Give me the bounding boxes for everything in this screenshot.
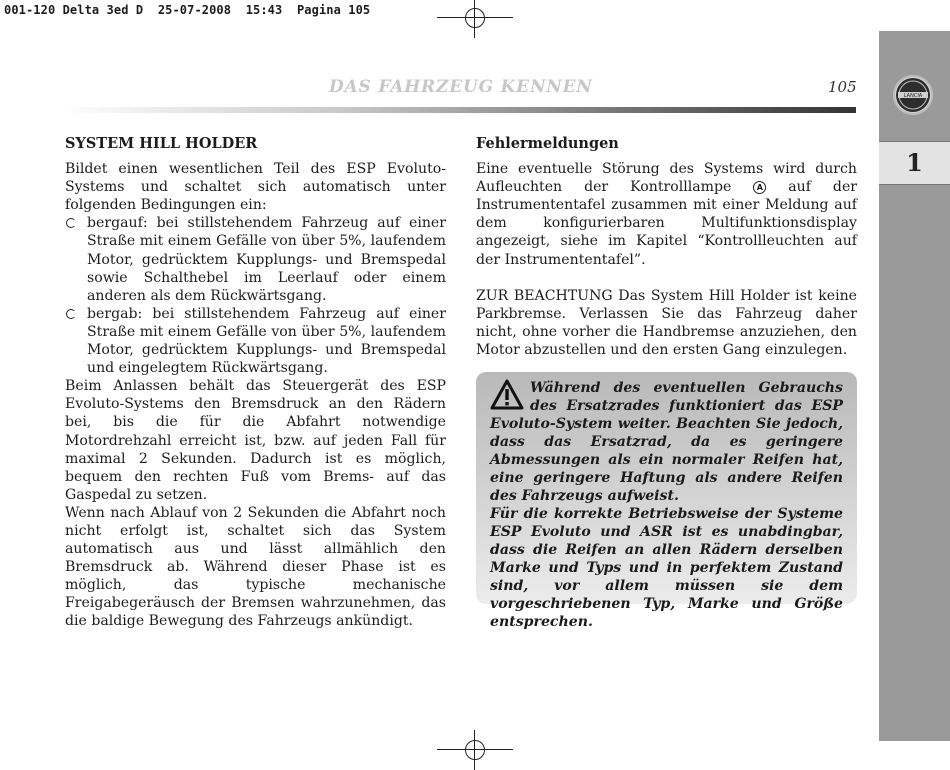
section-heading: Fehlermeldungen — [476, 135, 619, 152]
chapter-tab[interactable] — [879, 141, 950, 185]
warning-paragraph-1: Während des eventuellen Gebrauchs des Ersatzrades funktioniert das ESP Evoluto-System weiter. Beachten Sie jedoch, dass das Ersatzrad, da es geringere Abmessungen als ein normaler Reifen hat, eine geringere Haftung als andere Reifen des Fahrzeugs aufweist. — [490, 380, 843, 504]
header-rule — [60, 107, 856, 113]
list-item: bergauf: bei stillstehendem Fahrzeug auf einer Straße mit einem Gefälle von über 5%, laufendem Motor, gedrücktem Kupplungs- und Bremspedal sowie Schalthebel im Leerlauf oder einem anderen als dem Rückwärtsgang. — [65, 214, 446, 304]
intro-paragraph: Bildet einen wesentlichen Teil des ESP Evoluto-Systems und schaltet sich automatisch unter folgenden Bedingungen ein: — [65, 161, 446, 214]
lancia-logo — [893, 75, 933, 115]
right-column — [476, 135, 857, 359]
start-paragraph: Beim Anlassen behält das Steuergerät des ESP Evoluto-Systems den Bremsdruck an den Rädern bei, bis die für die Abfahrt notwendige Motordrehzahl erreicht ist, bzw. auf jeden Fall für maximal 2 Sekunden. Dadurch ist es möglich, bequem den rechten Fuß vom Brems- auf das Gaspedal zu setzen. — [65, 378, 446, 503]
warning-text — [490, 379, 843, 631]
error-paragraph: Eine eventuelle Störung des Systems wird durch Aufleuchten der Kontrolllampe A auf der Instrumententafel zusammen mit einer Meldung auf dem konfigurierbaren Multifunktionsdisplay angezeigt, siehe im Kapitel “Kontrollleuchten auf der Instrumententafel”. — [476, 161, 858, 268]
warning-triangle-icon — [490, 379, 530, 413]
print-header: 001-120 Delta 3ed D 25-07-2008 15:43 Pagina 105 — [4, 3, 371, 17]
left-column — [65, 135, 446, 631]
running-title: DAS FAHRZEUG KENNEN — [329, 77, 593, 97]
condition-list — [65, 214, 446, 377]
release-paragraph: Wenn nach Ablauf von 2 Sekunden die Abfahrt noch nicht erfolgt ist, schaltet sich das System automatisch aus und lässt allmählich den Bremsdruck ab. Während dieser Phase ist es möglich, das typische mechanische Freigabegeräusch der Bremsen wahrzunehmen, das die baldige Bewegung des Fahrzeugs ankündigt. — [65, 504, 446, 630]
page-number: 105 — [828, 78, 857, 96]
warning-box — [476, 372, 857, 630]
chapter-sidebar — [879, 31, 950, 741]
warning-paragraph-2: Für die korrekte Betriebsweise der Systeme ESP Evoluto und ASR ist es unabdingbar, dass die Reifen an allen Rädern derselben Marke und Typs und in perfektem Zustand sind, vor allem müssen sie dem vorgeschriebenen Typ, Marke und Größe entsprechen. — [490, 506, 843, 630]
note-paragraph: ZUR BEACHTUNG Das System Hill Holder ist keine Parkbremse. Verlassen Sie das Fahrzeug daher nicht, ohne vorher die Handbremse anzuziehen, den Motor abzustellen und den ersten Gang einzulegen. — [476, 287, 857, 358]
open-circle-bullet-icon — [66, 218, 76, 228]
esp-warning-lamp-icon: A — [753, 181, 766, 194]
chapter-number: 1 — [906, 148, 923, 177]
registration-mark-top — [437, 0, 513, 38]
list-item: bergab: bei stillstehendem Fahrzeug auf einer Straße mit einem Gefälle von über 5%, laufendem Motor, gedrücktem Kupplungs- und Bremspedal und eingelegtem Rückwärtsgang. — [65, 305, 446, 377]
registration-mark-bottom — [437, 730, 513, 770]
svg-text:LANCIA: LANCIA — [903, 93, 923, 99]
section-heading: SYSTEM HILL HOLDER — [65, 135, 258, 152]
open-circle-bullet-icon — [66, 309, 76, 319]
